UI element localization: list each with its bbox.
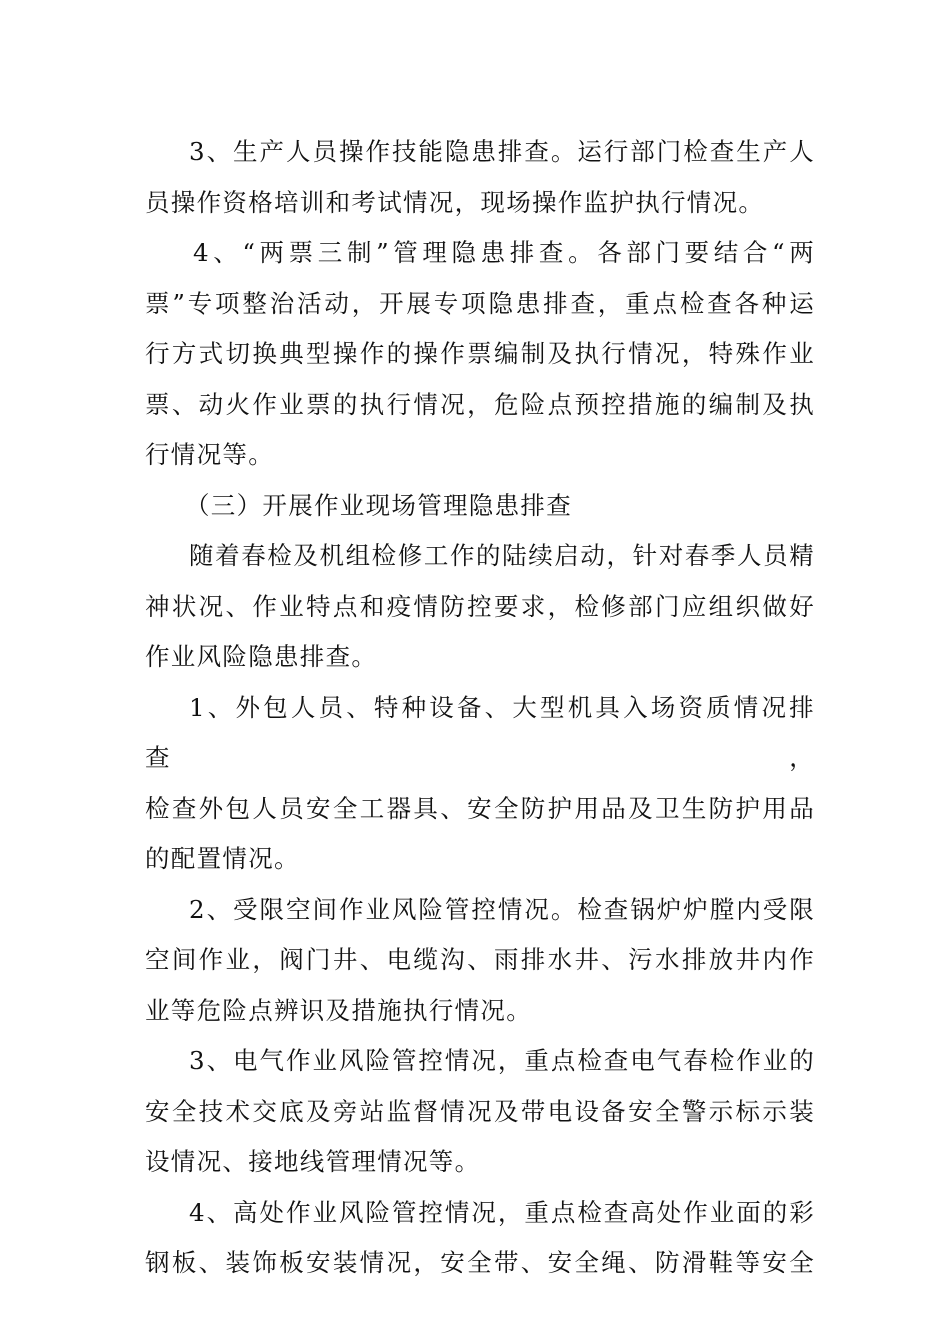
- text-line: 业等危险点辨识及措施执行情况。: [145, 995, 532, 1025]
- text-line: 作业风险隐患排查。: [145, 642, 378, 671]
- text-line: 行方式切换典型操作的操作票编制及执行情况，特殊作业: [145, 339, 815, 368]
- text-line: 安全技术交底及旁站监督情况及带电设备安全警示标示装: [145, 1096, 815, 1126]
- text-line: 4、“两票三制”管理隐患排查。各部门要结合“两: [193, 238, 815, 267]
- paragraph-operator-skills: [145, 127, 815, 228]
- text-line: 3、电气作业风险管控情况，重点检查电气春检作业的: [189, 1046, 815, 1075]
- paragraph-electrical-work: [145, 1036, 815, 1188]
- text-line: 设情况、接地线管理情况等。: [145, 1147, 481, 1176]
- text-line: 员操作资格培训和考试情况，现场操作监护执行情况。: [145, 187, 765, 217]
- text-line: 检查外包人员安全工器具、安全防护用品及卫生防护用品: [145, 793, 815, 823]
- text-line: 行情况等。: [145, 440, 274, 469]
- paragraph-confined-space: [145, 885, 815, 1037]
- text-line: 钢板、装饰板安装情况，安全带、安全绳、防滑鞋等安全: [145, 1248, 815, 1277]
- section-heading-worksite-management: [145, 481, 815, 532]
- paragraph-outsourced-personnel: [145, 683, 815, 885]
- text-line: 4、高处作业风险管控情况，重点检查高处作业面的彩: [189, 1197, 815, 1227]
- text-line: 票、动火作业票的执行情况，危险点预控措施的编制及执: [145, 389, 815, 419]
- document-page: [145, 127, 815, 1289]
- text-line: 随着春检及机组检修工作的陆续启动，针对春季人员精: [189, 541, 815, 570]
- text-line: 2、受限空间作业风险管控情况。检查锅炉炉膛内受限: [189, 894, 815, 924]
- text-line: （三）开展作业现场管理隐患排查: [185, 490, 572, 520]
- text-line: 1、外包人员、特种设备、大型机具入场资质情况排查，: [145, 692, 815, 772]
- paragraph-work-at-height: [145, 1188, 815, 1289]
- text-line: 的配置情况。: [145, 844, 300, 873]
- text-line: 3、生产人员操作技能隐患排查。运行部门检查生产人: [189, 137, 815, 166]
- text-line: 神状况、作业特点和疫情防控要求，检修部门应组织做好: [145, 591, 815, 621]
- paragraph-spring-inspection-intro: [145, 531, 815, 683]
- paragraph-two-tickets-three-systems: [145, 228, 815, 481]
- text-line: 票”专项整治活动，开展专项隐患排查，重点检查各种运: [145, 288, 815, 318]
- text-line: 空间作业，阀门井、电缆沟、雨排水井、污水排放井内作: [145, 945, 815, 974]
